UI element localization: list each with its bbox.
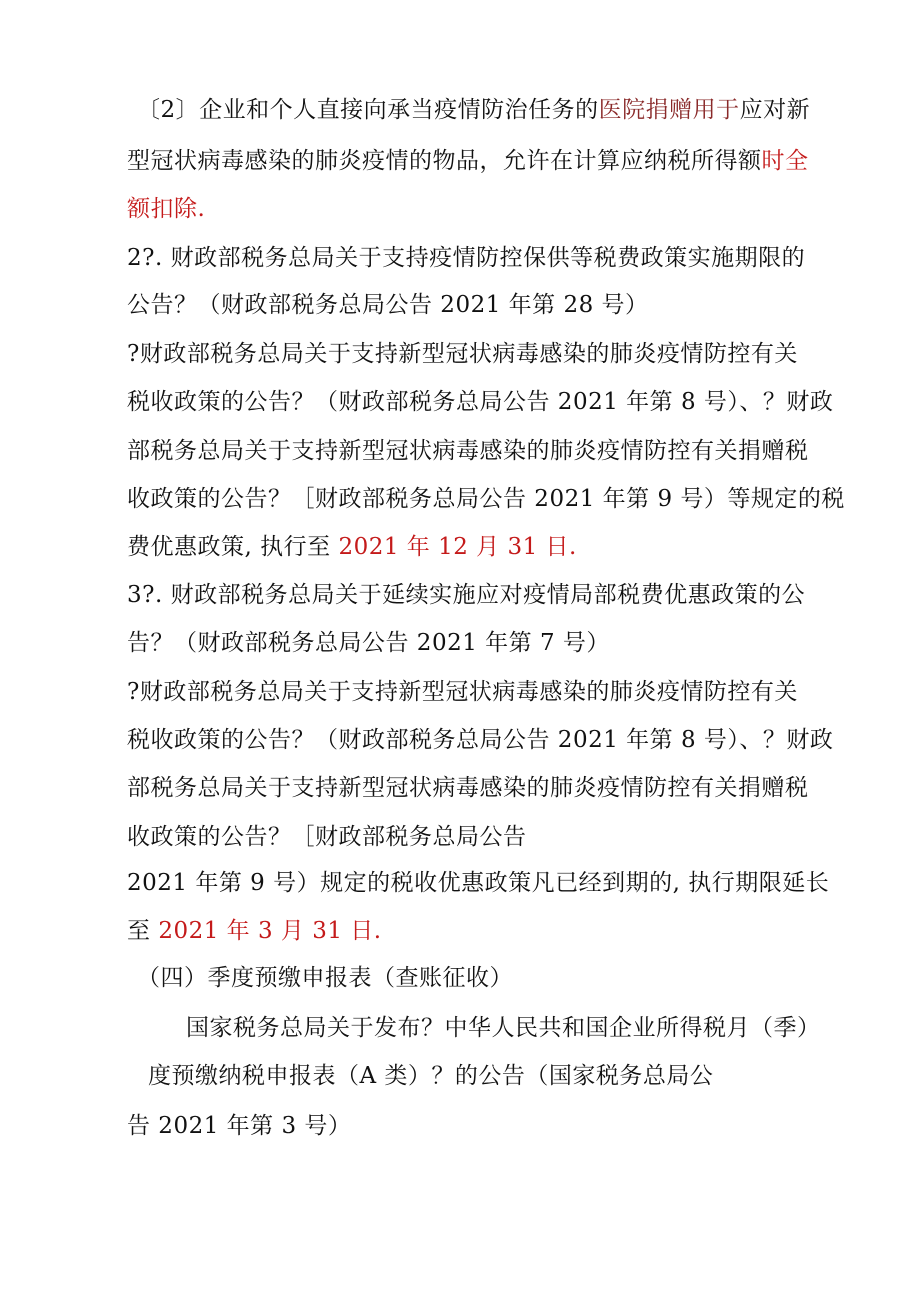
para-2-line-7 [127, 532, 577, 562]
para-3-line-4: 税收政策的公告？（财政部税务总局公告 2021 年第 8 号）、？财政 [127, 727, 834, 753]
text-run: 费优惠政策, 执行至 [127, 534, 339, 560]
para-2-line-5: 部税务总局关于支持新型冠状病毒感染的肺炎疫情防控有关捐赠税 [127, 438, 809, 464]
highlighted-text: 时全 [761, 148, 809, 174]
para-2-line-4: 税收政策的公告？（财政部税务总局公告 2021 年第 8 号）、？财政 [127, 389, 834, 415]
text-run: 型冠状病毒感染的肺炎疫情的物品，允许在计算应纳税所得额 [127, 148, 762, 174]
section-4-line-2: 度预缴纳税申报表（A 类）？的公告（国家税务总局公 [148, 1063, 714, 1089]
para-2-line-2: 公告？（财政部税务总局公告 2021 年第 28 号） [127, 292, 649, 318]
deadline-date: 2021 年 12 月 31 日. [338, 534, 577, 560]
para-2-line-6: 收政策的公告？［财政部税务总局公告 2021 年第 9 号）等规定的税 [127, 486, 845, 512]
item-2-line-2 [127, 146, 809, 176]
deadline-date: 2021 年 3 月 31 日. [158, 918, 382, 944]
text-run: 至 [127, 918, 159, 944]
item-2-line-1 [137, 95, 810, 125]
section-4-heading: （四）季度预缴申报表（查账征收） [137, 965, 513, 991]
highlighted-text: 医院捐赠用于 [598, 97, 740, 123]
para-3-line-5: 部税务总局关于支持新型冠状病毒感染的肺炎疫情防控有关捐赠税 [127, 775, 809, 801]
para-3-line-2: 告？（财政部税务总局公告 2021 年第 7 号） [127, 630, 610, 656]
para-3-line-6: 收政策的公告？［财政部税务总局公告 [127, 824, 527, 850]
section-4-line-3: 告 2021 年第 3 号） [127, 1113, 352, 1139]
item-2-line-3: 额扣除. [127, 196, 206, 222]
para-2-line-1: 2?. 财政部税务总局关于支持疫情防控保供等税费政策实施期限的 [127, 245, 806, 271]
para-3-line-3: ?财政部税务总局关于支持新型冠状病毒感染的肺炎疫情防控有关 [127, 679, 798, 705]
text-run: 应对新 [739, 97, 811, 123]
text-run: 〔2〕企业和个人直接向承当疫情防治任务的 [137, 97, 599, 123]
para-3-line-1: 3?. 财政部税务总局关于延续实施应对疫情局部税费优惠政策的公 [127, 582, 806, 608]
para-2-line-3: ?财政部税务总局关于支持新型冠状病毒感染的肺炎疫情防控有关 [127, 341, 798, 367]
section-4-line-1: 国家税务总局关于发布？中华人民共和国企业所得税月（季） [186, 1015, 821, 1041]
para-3-line-7: 2021 年第 9 号）规定的税收优惠政策凡已经到期的, 执行期限延长 [127, 870, 830, 896]
para-3-line-8 [127, 916, 382, 946]
